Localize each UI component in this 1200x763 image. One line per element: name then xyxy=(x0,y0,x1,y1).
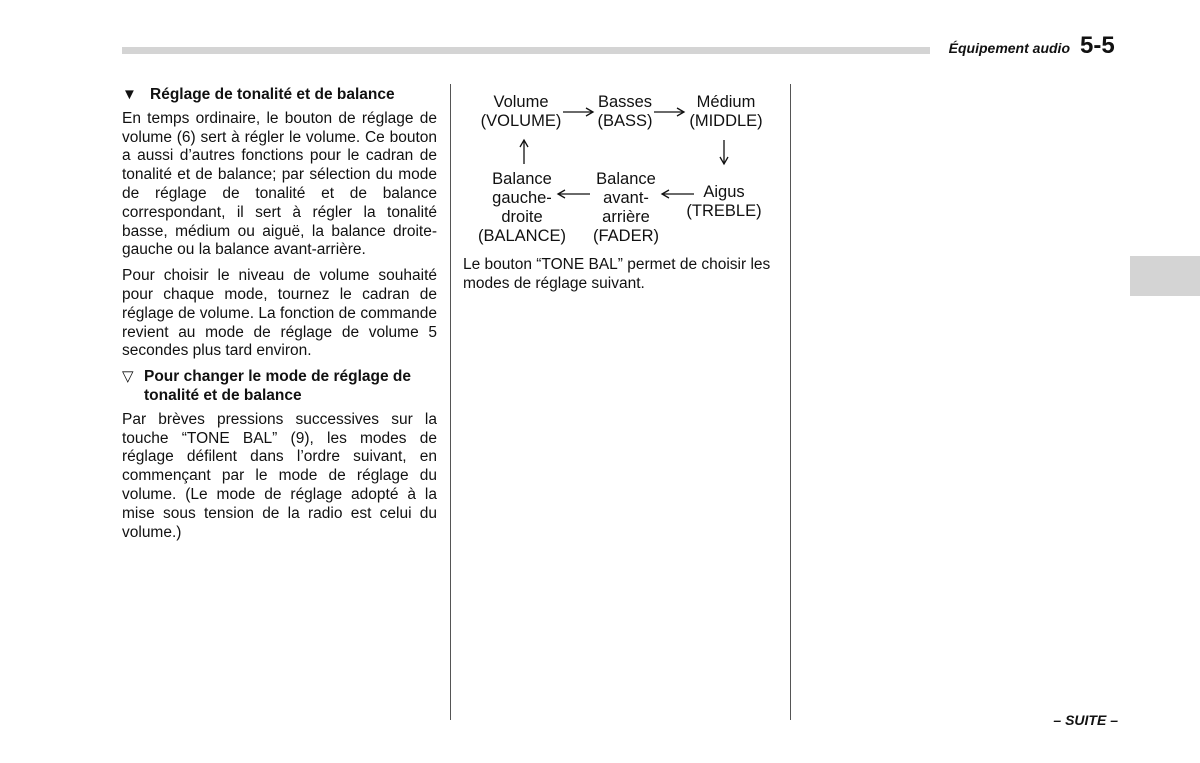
arrow-basses-to-medium-icon xyxy=(654,108,684,116)
arrow-volume-to-basses-icon xyxy=(563,108,593,116)
diagram-caption-text: Le bouton “TONE BAL” permet de choisir les modes de réglage suivant. xyxy=(463,256,771,292)
node-balance-label-3: droite xyxy=(501,208,543,226)
subsection-heading xyxy=(122,368,437,406)
node-basses-code: (BASS) xyxy=(597,112,653,130)
diagram-arrows xyxy=(462,88,782,248)
outline-triangle-icon: ▽ xyxy=(122,368,134,386)
node-balance-code: (BALANCE) xyxy=(477,227,567,245)
node-volume-label: Volume xyxy=(493,93,549,111)
paragraph-intro: En temps ordinaire, le bouton de réglage de volume (6) sert à régler le volume. Ce bouton a aussi d’autres fonctions pour le cadran de tonalité et de balance; par sélection du mode de réglage de tonalité et de balance correspondant, il sert à régler la tonalité basse, médium ou aiguë, la balance droite-gauche ou la balance avant-arrière. xyxy=(122,109,437,259)
node-fader-label: Balance xyxy=(596,170,656,188)
section-heading xyxy=(122,86,437,105)
node-aigus-code: (TREBLE) xyxy=(686,202,762,220)
page-number: 5-5 xyxy=(1080,32,1115,59)
arrow-aigus-to-fader-icon xyxy=(662,190,694,198)
filled-triangle-icon: ▼ xyxy=(122,86,137,103)
node-fader-label-2: avant- xyxy=(603,189,649,207)
diagram-caption xyxy=(463,256,781,294)
arrow-fader-to-balance-icon xyxy=(558,190,590,198)
subsection-heading-text: Pour changer le mode de réglage de tonalité et de balance xyxy=(144,368,412,404)
column-divider-left xyxy=(450,84,451,720)
section-heading-text: Réglage de tonalité et de balance xyxy=(150,86,395,103)
node-aigus-label: Aigus xyxy=(703,183,745,201)
column-divider-right xyxy=(790,84,791,720)
paragraph-mode-change: Par brèves pressions successives sur la touche “TONE BAL” (9), les modes de réglage défilent dans l’ordre suivant, en commençant par le mode de réglage du volume. (Le mode de réglage adopté à la mise sous tension de la radio est celui du volume.) xyxy=(122,410,437,541)
header-rule xyxy=(122,47,930,54)
node-medium-code: (MIDDLE) xyxy=(689,112,763,130)
paragraph-volume: Pour choisir le niveau de volume souhaité pour chaque mode, tournez le cadran de réglage de volume. La fonction de commande revient au mode de réglage de volume 5 secondes plus tard environ. xyxy=(122,267,437,360)
node-fader-label-3: arrière xyxy=(602,208,650,226)
node-volume-code: (VOLUME) xyxy=(480,112,562,130)
arrow-balance-to-volume-icon xyxy=(520,140,528,164)
node-basses-label: Basses xyxy=(597,93,653,111)
node-medium-label: Médium xyxy=(696,93,756,111)
node-fader-code: (FADER) xyxy=(593,227,659,245)
mode-cycle-diagram xyxy=(462,88,782,248)
continued-label: – SUITE – xyxy=(1053,712,1118,728)
left-column xyxy=(122,86,437,549)
arrow-medium-to-aigus-icon xyxy=(720,140,728,164)
section-title: Équipement audio xyxy=(948,40,1070,56)
chapter-tab xyxy=(1130,256,1200,296)
node-balance-label-2: gauche- xyxy=(492,189,552,207)
node-balance-label: Balance xyxy=(492,170,552,188)
